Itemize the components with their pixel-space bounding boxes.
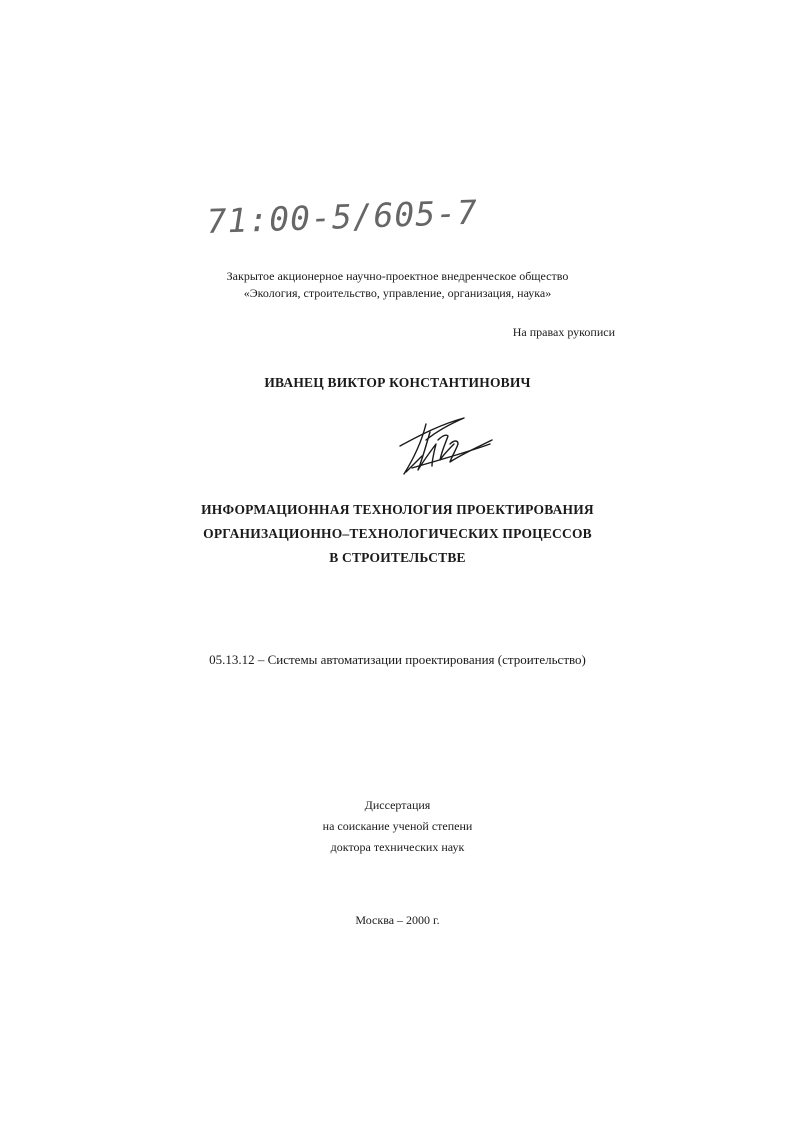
specialty-code: 05.13.12 – Системы автоматизации проектирования (строительство) — [209, 652, 586, 667]
title-line-3: В СТРОИТЕЛЬСТВЕ — [329, 550, 466, 565]
title-line-1: ИНФОРМАЦИОННАЯ ТЕХНОЛОГИЯ ПРОЕКТИРОВАНИЯ — [201, 502, 594, 517]
title-line-2: ОРГАНИЗАЦИОННО–ТЕХНОЛОГИЧЕСКИХ ПРОЦЕССОВ — [203, 526, 592, 541]
author-name: ИВАНЕЦ ВИКТОР КОНСТАНТИНОВИЧ — [264, 375, 531, 390]
city-year: Москва – 2000 г. — [355, 913, 440, 927]
organization-line-2: «Экология, строительство, управление, организация, наука» — [243, 286, 552, 300]
dissertation-title — [0, 498, 795, 570]
organization-block — [0, 268, 795, 302]
archive-stamp: 71:00-5/605-7 — [206, 192, 479, 241]
rights-note: На правах рукописи — [512, 325, 615, 339]
degree-line-2: на соискание ученой степени — [322, 819, 473, 833]
organization-line-1: Закрытое акционерное научно-проектное внедренческое общество — [226, 269, 569, 283]
degree-line-3: доктора технических наук — [330, 840, 465, 854]
degree-line-1: Диссертация — [364, 798, 431, 812]
signature-icon — [392, 410, 497, 482]
degree-block — [0, 795, 795, 858]
